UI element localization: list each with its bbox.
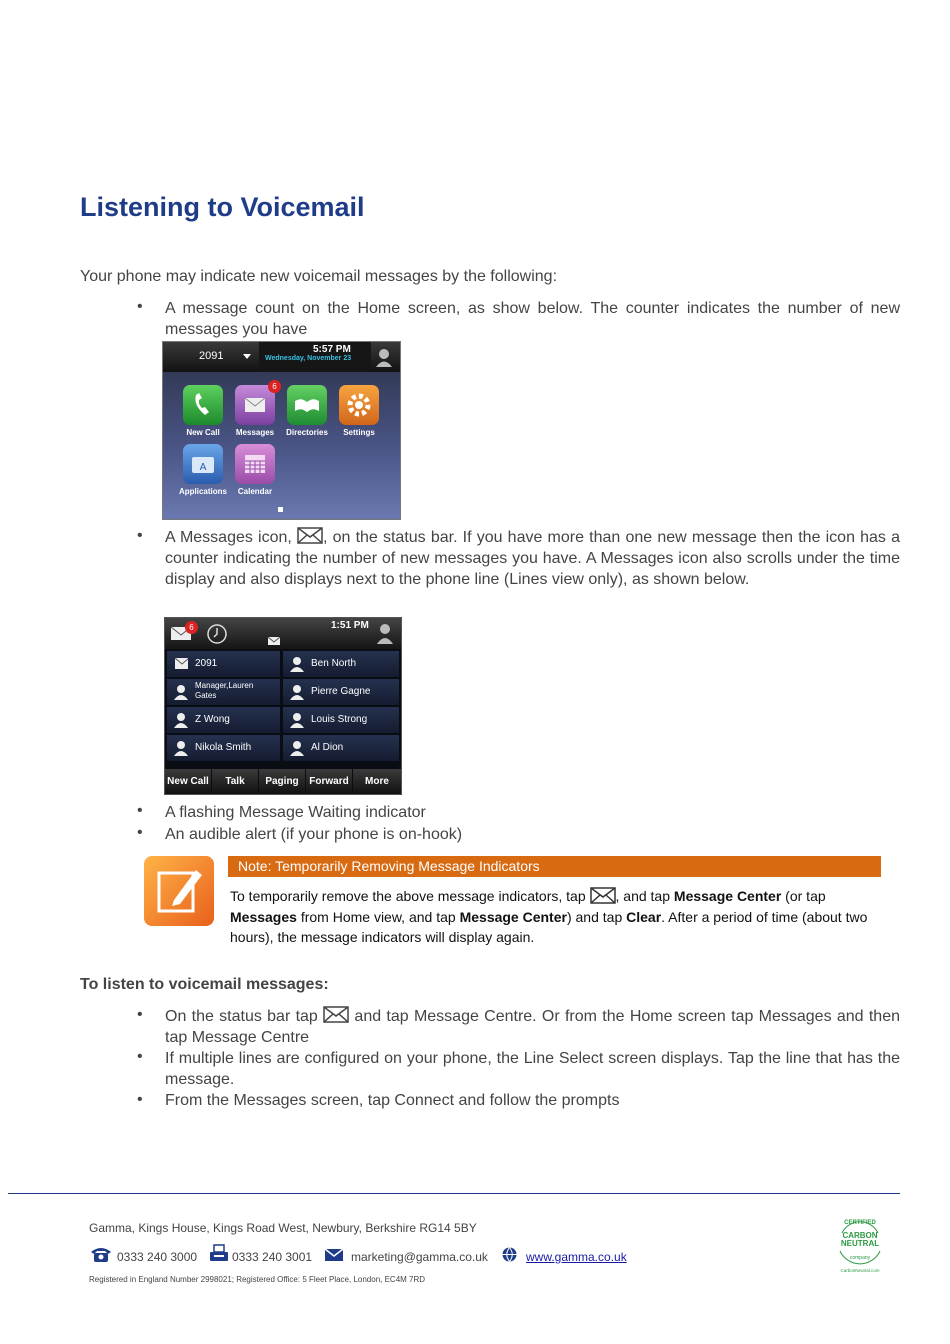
envelope-icon (174, 657, 188, 673)
note-icon (144, 856, 214, 926)
bullet-audible-alert: An audible alert (if your phone is on-hook) (165, 826, 463, 843)
softkey-forward: Forward (306, 769, 352, 794)
person-icon (290, 712, 304, 728)
footer-fax: 0333 240 3001 (232, 1250, 313, 1264)
person-icon (174, 712, 188, 728)
footer-registered: Registered in England Number 2998021; Registered Office: 5 Fleet Place, London, EC4M 7RD (89, 1275, 426, 1284)
envelope-icon (323, 1005, 349, 1023)
line-key: Manager,Lauren Gates (167, 679, 280, 705)
user-icon (374, 347, 394, 367)
directories-app (287, 385, 327, 425)
softkey-paging: Paging (259, 769, 305, 794)
calendar-icon (235, 444, 275, 484)
time: 1:51 PM (331, 620, 369, 631)
envelope-icon (297, 526, 323, 544)
user-icon (375, 622, 395, 644)
telephone-icon (89, 1245, 113, 1263)
line-key: Z Wong (167, 707, 280, 733)
message-badge: 6 (268, 380, 281, 393)
softkey-new-call: New Call (165, 769, 211, 794)
line-key: Nikola Smith (167, 735, 280, 761)
svg-text:CarbonNeutral.com: CarbonNeutral.com (840, 1268, 880, 1273)
person-icon (290, 684, 304, 700)
new-call-app (183, 385, 223, 425)
svg-text:CARBON: CARBON (842, 1231, 878, 1240)
book-icon (287, 385, 327, 425)
email-icon (324, 1248, 344, 1262)
bullet-dot: • (137, 527, 143, 544)
bullet-dot: • (137, 298, 143, 315)
step-line-select: If multiple lines are configured on your phone, the Line Select screen displays. Tap the line that has the message. (165, 1050, 900, 1088)
app-label: Calendar (237, 487, 273, 496)
subheading: To listen to voicemail messages: (80, 976, 329, 993)
bullet-dot: • (137, 802, 143, 819)
carbon-neutral-logo (830, 1213, 890, 1275)
line-number: 2091 (199, 350, 224, 362)
app-label: New Call (186, 428, 220, 437)
calendar-app (235, 444, 275, 484)
step-status-bar: On the status bar tap and tap Message Centre. Or from the Home screen tap Messages and then tap Message Centre (165, 1005, 900, 1048)
line-key: 2091 (167, 651, 280, 677)
clock-icon (205, 622, 229, 646)
envelope-icon (267, 636, 281, 646)
envelope-icon (590, 887, 616, 904)
page-indicator (278, 507, 283, 512)
svg-text:A: A (199, 462, 207, 473)
bullet-message-count: A message count on the Home screen, as show below. The counter indicates the number of new messages you have (165, 300, 900, 338)
line-key: Ben North (283, 651, 399, 677)
dropdown-icon (243, 354, 251, 359)
status-bar (163, 342, 400, 372)
bullet-dot: • (137, 1091, 143, 1108)
svg-text:NEUTRAL: NEUTRAL (840, 1239, 880, 1248)
footer-phone: 0333 240 3000 (117, 1250, 198, 1264)
bullet-dot: • (137, 824, 143, 841)
footer-website-link[interactable]: www.gamma.co.uk (526, 1250, 627, 1264)
intro-text: Your phone may indicate new voicemail messages by the following: (80, 268, 558, 285)
person-icon (174, 684, 188, 700)
globe-icon (501, 1246, 518, 1263)
step-connect: From the Messages screen, tap Connect and follow the prompts (165, 1092, 620, 1109)
bullet-dot: • (137, 1048, 143, 1065)
app-label: Settings (343, 428, 375, 437)
applications-app (183, 444, 223, 484)
gear-icon (339, 385, 379, 425)
time: 5:57 PM (313, 344, 351, 355)
app-label: Messages (235, 428, 275, 437)
date: Wednesday, November 23 (265, 355, 352, 362)
person-icon (290, 656, 304, 672)
bullet-dot: • (137, 1006, 143, 1023)
pencil-note-icon (144, 856, 214, 926)
bullet-messages-icon: A Messages icon, , on the status bar. If you have more than one new message then the icon has a counter indicating the number of new messages you have. A Messages icon also scrolls under the time display and also displays next to the phone line (Lines view only), as shown below. (165, 526, 900, 590)
carbon-neutral-logo-graphic (830, 1213, 890, 1275)
person-icon (290, 740, 304, 756)
phone-icon (183, 385, 223, 425)
note-text: To temporarily remove the above message indicators, tap , and tap Message Center (or tap Messages from Home view, and tap Message Center) and tap Clear. After a period of time (about two hours), the message indicators will display again. (230, 888, 868, 945)
svg-text:company: company (849, 1255, 871, 1261)
footer-email[interactable]: marketing@gamma.co.uk (351, 1250, 488, 1264)
line-key: Louis Strong (283, 707, 399, 733)
app-label: Directories (286, 428, 328, 437)
softkey-talk: Talk (212, 769, 258, 794)
bullet-flashing-indicator: A flashing Message Waiting indicator (165, 804, 426, 821)
footer-divider (8, 1193, 900, 1194)
line-key: Al Dion (283, 735, 399, 761)
page-title: Listening to Voicemail (80, 192, 365, 222)
line-key: Pierre Gagne (283, 679, 399, 705)
person-icon (174, 740, 188, 756)
folder-icon (183, 444, 223, 484)
softkey-more: More (353, 769, 401, 794)
app-label: Applications (178, 487, 227, 496)
svg-text:CERTIFIED: CERTIFIED (844, 1220, 876, 1226)
lines-screen-image (164, 617, 402, 795)
home-screen-image (162, 341, 401, 520)
fax-icon (209, 1244, 229, 1262)
footer-address: Gamma, Kings House, Kings Road West, Newbury, Berkshire RG14 5BY (89, 1221, 477, 1235)
note-heading: Note: Temporarily Removing Message Indicators (228, 856, 881, 877)
settings-app (339, 385, 379, 425)
message-badge: 6 (185, 621, 198, 634)
